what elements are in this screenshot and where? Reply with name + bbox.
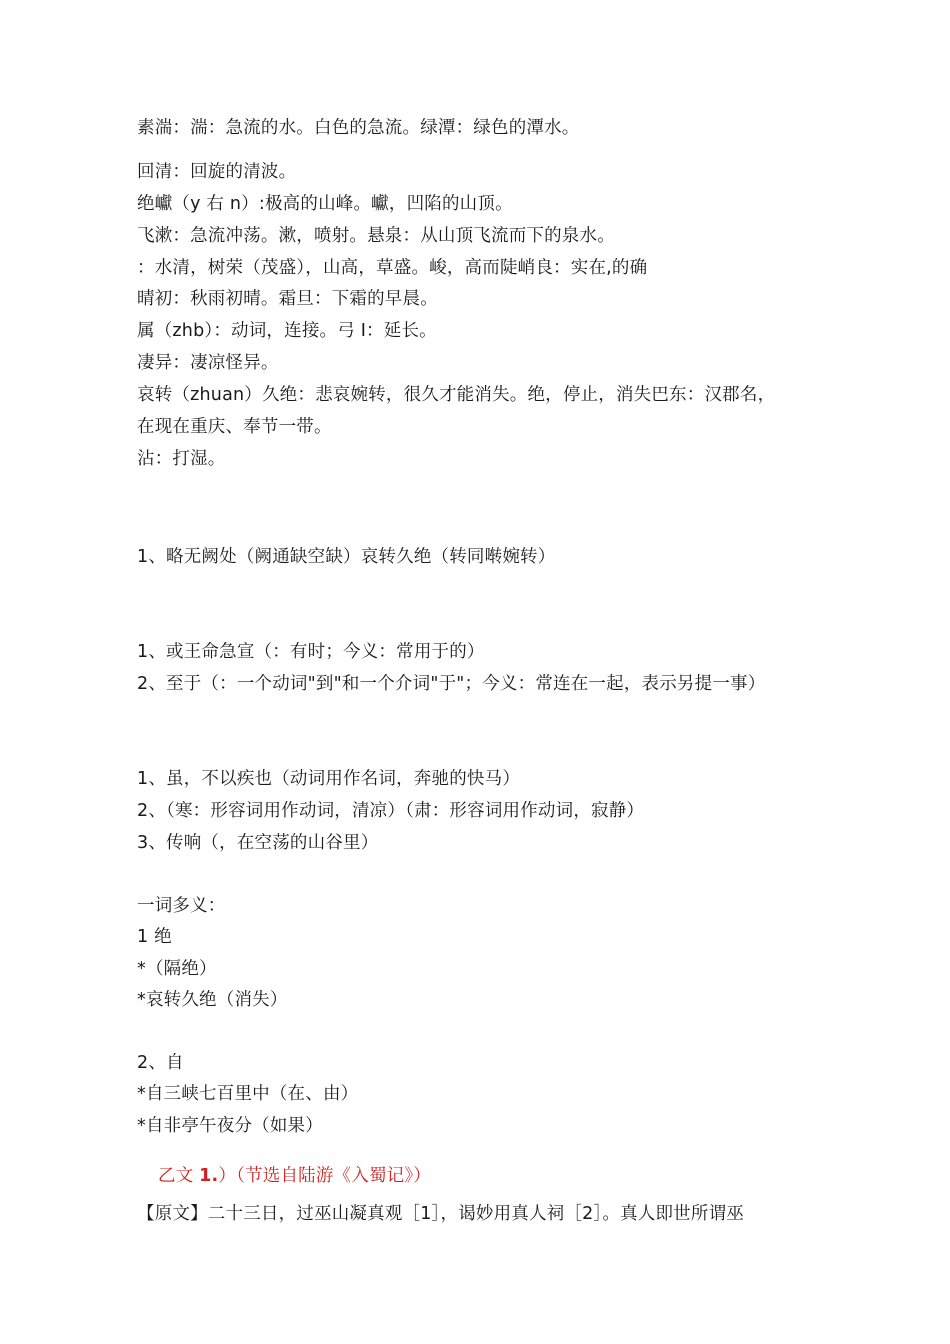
duoyi-heading: 一词多义： [137, 896, 226, 916]
note-line: 回清：回旋的清波。 [137, 162, 297, 182]
huoyong-line: 3、传响（，在空荡的山谷里） [137, 833, 379, 853]
gujin-line: 2、至于（：一个动词"到"和一个介词"于"；今义：常连在一起，表示另提一事） [137, 674, 766, 694]
note-line: 沾：打湿。 [137, 449, 226, 469]
yiwen-heading [158, 1164, 431, 1188]
yiwen-number: 1. [199, 1166, 219, 1186]
note-line: 晴初：秋雨初晴。霜旦：下霜的早晨。 [137, 289, 438, 309]
duoyi-item: 1 绝 [137, 927, 172, 947]
duoyi-item: *哀转久绝（消失） [137, 990, 288, 1010]
huoyong-line: 1、虽，不以疾也（动词用作名词，奔驰的快马） [137, 769, 521, 789]
note-line: 素湍：湍：急流的水。白色的急流。绿潭：绿色的潭水。 [137, 118, 580, 138]
note-line: 凄异：凄凉怪异。 [137, 353, 279, 373]
note-line: 飞漱：急流冲荡。漱，喷射。悬泉：从山顶飞流而下的泉水。 [137, 226, 615, 246]
duoyi-item: *自三峡七百里中（在、由） [137, 1084, 359, 1104]
duoyi-item: *（隔绝） [137, 959, 217, 979]
note-line: 哀转（zhuan）久绝：悲哀婉转，很久才能消失。绝，停止，消失巴东：汉郡名， [137, 385, 776, 405]
tongjia-line: 1、略无阙处（阙通缺空缺）哀转久绝（转同啭婉转） [137, 547, 556, 567]
note-line: 绝巘（y 右 n）:极高的山峰。巘，凹陷的山顶。 [137, 194, 513, 214]
duoyi-item: 2、自 [137, 1053, 184, 1073]
yuanwen-line: 【原文】二十三日，过巫山凝真观［1］，谒妙用真人祠［2］。真人即世所谓巫 [137, 1204, 744, 1224]
note-line: 在现在重庆、奉节一带。 [137, 417, 332, 437]
note-line: 属（zhb）：动词，连接。弓 I：延长。 [137, 321, 437, 341]
huoyong-line: 2、（寒：形容词用作动词，清凉）（肃：形容词用作动词，寂静） [137, 801, 645, 821]
yiwen-source: ）（节选自陆游《入蜀记》） [218, 1166, 432, 1186]
yiwen-label: 乙文 [158, 1166, 200, 1186]
duoyi-item: *自非亭午夜分（如果） [137, 1116, 323, 1136]
note-line: ：水清，树荣（茂盛），山高，草盛。峻，高而陡峭良：实在,的确 [137, 258, 648, 278]
gujin-line: 1、或王命急宣（：有时；今义：常用于的） [137, 642, 485, 662]
